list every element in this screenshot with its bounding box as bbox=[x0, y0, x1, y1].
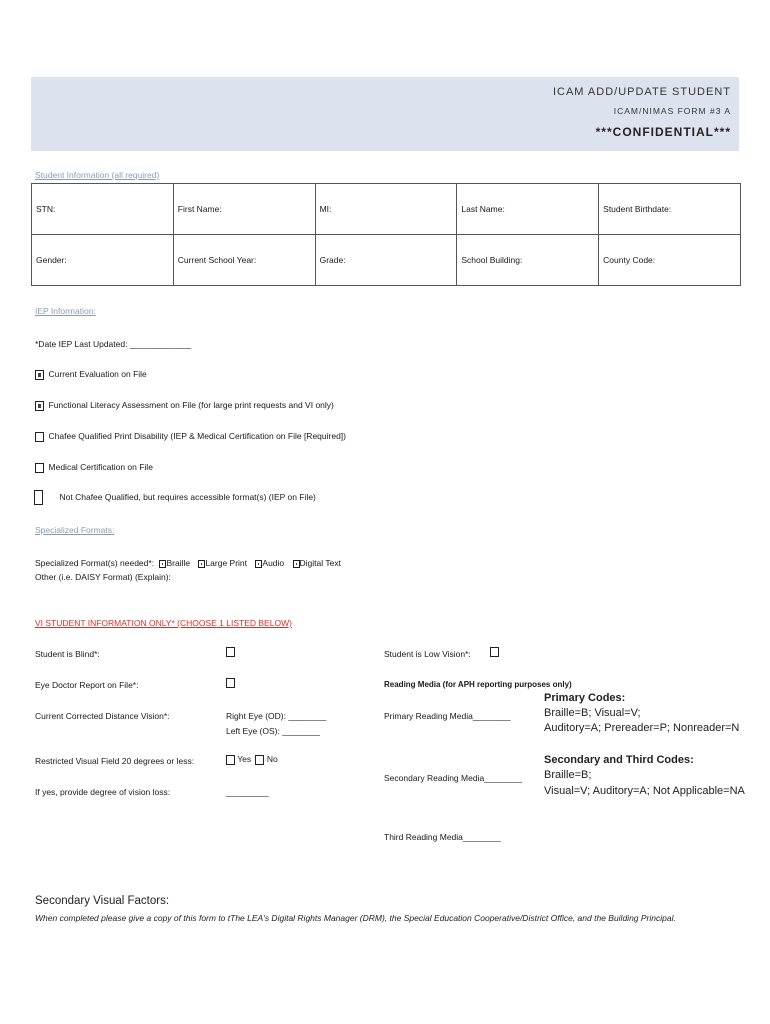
braille-label: Braille bbox=[166, 558, 191, 568]
iep-heading: IEP Information: bbox=[35, 306, 96, 316]
functional-literacy-label: Functional Literacy Assessment on File (for large print requests and VI only) bbox=[48, 400, 334, 410]
third-media-field[interactable]: Third Reading Media________ bbox=[384, 832, 501, 842]
birthdate-field[interactable]: Student Birthdate: bbox=[599, 184, 741, 235]
secondary-codes-line1: Braille=B; bbox=[544, 769, 592, 781]
form-id: ICAM/NIMAS FORM #3 A bbox=[613, 106, 731, 116]
blind-checkbox[interactable] bbox=[226, 647, 235, 657]
table-row bbox=[32, 235, 741, 286]
eye-report-checkbox[interactable] bbox=[226, 678, 235, 688]
primary-codes-title: Primary Codes: bbox=[544, 692, 626, 704]
formats-needed-label: Specialized Format(s) needed*: bbox=[35, 558, 155, 568]
confidential-label: ***CONFIDENTIAL*** bbox=[595, 125, 731, 139]
restricted-yes-no bbox=[226, 754, 278, 765]
primary-media-field[interactable]: Primary Reading Media________ bbox=[384, 711, 511, 721]
restricted-field-label: Restricted Visual Field 20 degrees or less: bbox=[35, 756, 195, 766]
restricted-no-label: No bbox=[266, 754, 278, 764]
low-vision-checkbox[interactable] bbox=[490, 647, 499, 657]
left-eye-field[interactable]: Left Eye (OS): ________ bbox=[226, 726, 321, 736]
school-year-field[interactable]: Current School Year: bbox=[173, 235, 315, 286]
vision-loss-field[interactable]: _________ bbox=[226, 787, 269, 797]
iep-item-chafee bbox=[35, 431, 346, 442]
iep-item-current-evaluation bbox=[35, 369, 147, 380]
vision-loss-label: If yes, provide degree of vision loss: bbox=[35, 787, 171, 797]
county-code-field[interactable]: County Code: bbox=[599, 235, 741, 286]
distance-vision-label: Current Corrected Distance Vision*: bbox=[35, 711, 170, 721]
digital-text-label: Digital Text bbox=[299, 558, 341, 568]
low-vision-label: Student is Low Vision*: bbox=[384, 649, 471, 659]
student-info-heading: Student Information (all required) bbox=[35, 170, 160, 180]
not-chafee-checkbox[interactable] bbox=[34, 490, 43, 505]
large-print-label: Large Print bbox=[205, 558, 248, 568]
distribution-note: When completed please give a copy of this form to tThe LEA's Digital Rights Manager (DRM), the Special Education Cooperative/District Office, and the Building Principal. bbox=[35, 913, 676, 923]
stn-field[interactable]: STN: bbox=[32, 184, 174, 235]
not-chafee-label: Not Chafee Qualified, but requires accessible format(s) (IEP on File) bbox=[59, 491, 316, 502]
secondary-codes-line2: Visual=V; Auditory=A; Not Applicable=NA bbox=[544, 785, 745, 797]
vi-heading: VI STUDENT INFORMATION ONLY* (CHOOSE 1 LISTED BELOW) bbox=[35, 618, 292, 628]
medical-cert-checkbox[interactable] bbox=[35, 463, 44, 473]
first-name-field[interactable]: First Name: bbox=[173, 184, 315, 235]
formats-needed-row bbox=[35, 558, 341, 568]
iep-item-functional-literacy bbox=[35, 400, 334, 411]
current-evaluation-checkbox[interactable] bbox=[35, 370, 44, 380]
right-eye-field[interactable]: Right Eye (OD): ________ bbox=[226, 711, 327, 721]
table-row bbox=[32, 184, 741, 235]
digital-text-checkbox[interactable] bbox=[293, 560, 300, 568]
primary-codes-line1: Braille=B; Visual=V; bbox=[544, 707, 641, 719]
chafee-checkbox[interactable] bbox=[35, 432, 44, 442]
iep-date-field[interactable]: *Date IEP Last Updated: _____________ bbox=[35, 339, 192, 349]
medical-cert-label: Medical Certification on File bbox=[48, 462, 153, 472]
current-evaluation-label: Current Evaluation on File bbox=[48, 369, 147, 379]
iep-item-not-chafee bbox=[34, 490, 316, 505]
formats-heading: Specialized Formats: bbox=[35, 525, 115, 535]
audio-label: Audio bbox=[262, 558, 285, 568]
gender-field[interactable]: Gender: bbox=[32, 235, 174, 286]
chafee-label: Chafee Qualified Print Disability (IEP & Medical Certification on File [Required]) bbox=[48, 431, 346, 441]
student-info-table bbox=[31, 183, 741, 286]
restricted-no-checkbox[interactable] bbox=[255, 755, 264, 765]
last-name-field[interactable]: Last Name: bbox=[457, 184, 599, 235]
grade-field[interactable]: Grade: bbox=[315, 235, 457, 286]
secondary-media-field[interactable]: Secondary Reading Media________ bbox=[384, 773, 522, 783]
blind-label: Student is Blind*: bbox=[35, 649, 100, 659]
secondary-visual-factors-title: Secondary Visual Factors: bbox=[35, 895, 170, 907]
primary-codes-line2: Auditory=A; Prereader=P; Nonreader=N bbox=[544, 722, 740, 734]
secondary-codes-title: Secondary and Third Codes: bbox=[544, 754, 694, 766]
form-title: ICAM ADD/UPDATE STUDENT bbox=[552, 86, 731, 98]
reading-media-heading: Reading Media (for APH reporting purposes only) bbox=[384, 680, 572, 689]
restricted-yes-label: Yes bbox=[237, 754, 252, 764]
iep-item-medical-cert bbox=[35, 462, 153, 473]
functional-literacy-checkbox[interactable] bbox=[35, 401, 44, 411]
form-header bbox=[31, 77, 739, 151]
school-building-field[interactable]: School Building: bbox=[457, 235, 599, 286]
eye-report-label: Eye Doctor Report on File*: bbox=[35, 680, 139, 690]
restricted-yes-checkbox[interactable] bbox=[226, 755, 235, 765]
other-format-field[interactable]: Other (i.e. DAISY Format) (Explain): bbox=[35, 572, 171, 582]
mi-field[interactable]: MI: bbox=[315, 184, 457, 235]
